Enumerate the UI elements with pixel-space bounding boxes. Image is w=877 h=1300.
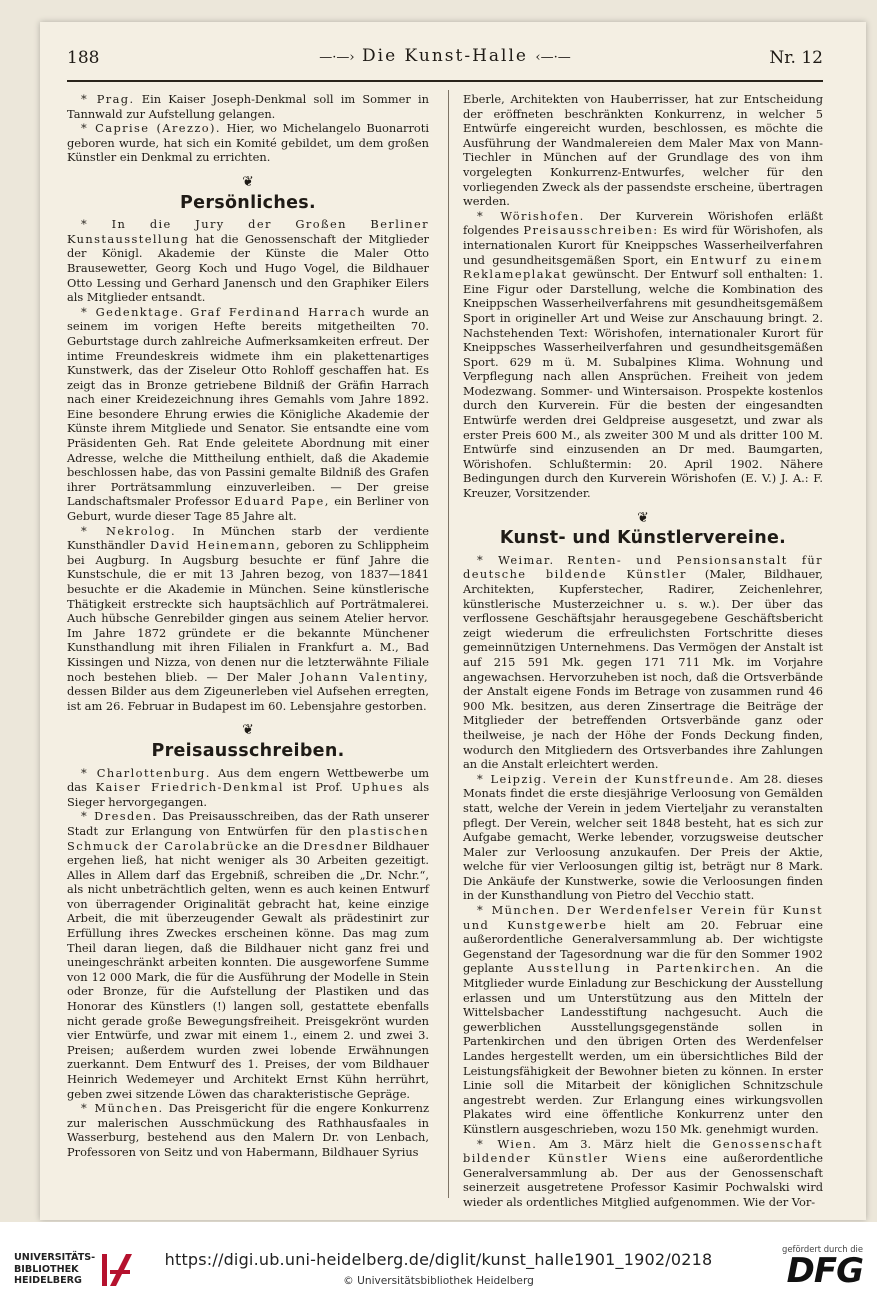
body-werdenfels-2: An die Mitglieder wurde Einladung zur Beschickung der Ausstellung erlassen und um Unterstützung aus den Mitteln der Wittelsbacher Landesstiftung nachgesucht. Auch die gewerblichen Ausstellungsgegenstände sollen in Partenkirchen und den übrigen Orten des Werdenfelser Landes hergestellt werden, um ein übersichtliches Bild der Leistungsfähigkeit der Bewohner bieten zu können. In erster Linie soll die Mitarbeit der königlichen Schnitzschule angestrebt werden. Zur Erlangung eines wirkungsvollen Plakates wird eine öffentliche Konkurrenz unter den Künstlern ausgeschrieben, wozu 150 Mk. genehmigt wurden. xyxy=(463,961,823,1136)
left-column xyxy=(67,92,429,1160)
body-dresden-2: an die xyxy=(263,838,300,853)
body-wien-1: Am 3. März hielt die xyxy=(549,1136,701,1151)
lead-charlottenburg: * Charlottenburg. xyxy=(81,765,211,780)
funded-by-label: gefördert durch die xyxy=(782,1244,863,1254)
body-gedenktage: wurde an seinem im vorigen Hefte bereits mitgetheilten 70. Geburtstage durch zahlreiche Aufmerksamkeiten erfreut. Der intime Freundeskreis widmete ihm ein plakettenartiges Kunstwerk, das der Ziseleur Otto Rohloff geschaffen hat. Es zeigt das in Bronze getriebene Bildniß der Gräfin Harrach nach einer Kreidezeichnung ihres Gemahls vom Jahre 1892. Eine besondere Ehrung erwies die Königliche Akademie der Künste ihrem Mitgliede und Senator. Sie entsandte eine vom Präsidenten Geh. Rat Ende geleitete Abordnung mit einer Adresse, welche die Mittheilung enthielt, daß die Akademie beschlossen habe, das von Passini gemalte Bildniß des Grafen ihrer Porträtsammlung einzuverleiben. — Der greise Landschaftsmaler Professor xyxy=(67,304,429,509)
fleuron-icon: ❦ xyxy=(242,173,254,190)
issue-number: Nr. 12 xyxy=(769,48,823,68)
paragraph-muenchen-werdenfels xyxy=(463,903,823,1137)
body-dresden-3: Bildhauer ergehen ließ, hat nicht weniger als 30 Arbeiten gezeitigt. Alles in Allem darf das Ergebniß, schreiben die „Dr. Nchr.“, als nicht unbeträchtlich gelten, wenn es auch keinen Entwurf von überragender Originalität gebracht hat, keine einzige Arbeit, die mit überzeugender Gewalt als prädestinirt zur Erfüllung ihres Zweckes erscheinen könne. Das mag zum Theil daran liegen, daß die Bildhauer nicht ganz frei und uneingeschränkt arbeiten konnten. Die ausgeworfene Summe von 12 000 Mark, die für die Ausführung der Modelle in Stein oder Bronze, für die Aufstellung der Plastiken und das Honorar des Künstlers (!) langen soll, gestattete ebenfalls nicht gerade große Bewegungsfreiheit. Preisgekrönt wurden vier Entwürfe, und zwar mit einem 1., einem 2. und zwei 3. Preisen; außerdem wurden zwei lobende Erwähnungen zuerkannt. Dem Entwurf des 1. Preises, der vom Bildhauer Heinrich Wedemeyer und Architekt Ernst Kühn herrührt, geben zwei sitzende Löwen das charakteristische Gepräge. xyxy=(67,838,430,1101)
fleuron-icon: ❦ xyxy=(637,509,649,526)
name-genossenschaft: Genossenschaft bildender Künstler Wiens xyxy=(463,1136,823,1166)
body-nekrolog-1: In München starb der verdiente Kunsthändler xyxy=(67,523,430,553)
paragraph-charlottenburg xyxy=(67,766,429,810)
name-valentiny: Johann Valentiny, xyxy=(300,669,429,684)
permalink-url[interactable]: https://digi.ub.uni-heidelberg.de/diglit/kunst_halle1901_1902/0218 xyxy=(164,1250,713,1269)
footer-bar xyxy=(0,1222,877,1300)
name-dresdner: Dresdner xyxy=(303,838,369,853)
body-continued: Eberle, Architekten von Hauberrisser, hat zur Entscheidung der eröffneten beschränkten Konkurrenz, in welcher 5 Entwürfe eingereicht wurden, beschlossen, es möchte die Ausführung der Wandmalereien dem Maler Max von Mann-Tiechler in München auf der Grundlage des von ihm vorgelegten Konkurrenz-Entwurfes, welcher für den vorliegenden Zweck als der passendste erscheine, übertragen werden. xyxy=(463,92,823,209)
name-denkmal: Kaiser Friedrich-Denkmal xyxy=(95,780,284,795)
lead-leipzig: * Leipzig. xyxy=(477,771,548,786)
body-gedenktage-2: ein Berliner von Geburt, wurde dieser Tage 85 Jahre alt. xyxy=(67,494,429,524)
lead-muenchen-2: * München. xyxy=(477,903,561,918)
running-title: Die Kunst-Halle xyxy=(362,46,528,66)
body-jury: hat die Genossenschaft der Mitglieder der Königl. Akademie der Künste die Maler Otto Brausewetter, Georg Koch und Hugo Vogel, die Bildhauer Otto Lessing und Gerhard Janensch und den Graphiker Eilers als Mitglieder entsandt. xyxy=(67,231,430,305)
body-woerishofen-1: Der Kurverein Wörishofen erläßt folgendes xyxy=(463,208,823,238)
section-heading-persoenliches: Persönliches. xyxy=(180,192,316,213)
ornament-left-icon: —·—› xyxy=(319,50,355,65)
dfg-logo[interactable] xyxy=(753,1244,863,1291)
dfg-wordmark: DFG xyxy=(786,1251,863,1291)
body-dresden-1: Das Preisausschreiben, das der Rath unserer Stadt zur Erlangung von Entwürfen für den xyxy=(67,809,429,838)
paragraph-continued xyxy=(463,92,823,209)
library-name-line: BIBLIOTHEK xyxy=(14,1263,79,1275)
name-partenkirchen: Ausstellung in Partenkirchen. xyxy=(527,961,762,976)
ornament-right-icon: ‹—·— xyxy=(535,50,571,65)
name-werdenfelser: Der Werdenfelser Verein für Kunst und Kunstgewerbe xyxy=(463,903,823,932)
page-number: 188 xyxy=(67,48,100,68)
name-rentenanstalt: Renten- und Pensionsanstalt für deutsche bildende Künstler xyxy=(463,552,824,582)
name-reklameplakat: Entwurf zu einem Reklameplakat xyxy=(463,252,824,282)
running-title-wrap xyxy=(67,46,823,66)
name-heinemann: David Heinemann, xyxy=(149,538,281,553)
name-harrach: Graf Ferdinand Harrach xyxy=(190,304,367,319)
paragraph-weimar xyxy=(463,553,823,772)
paragraph-wien xyxy=(463,1137,823,1210)
name-kunstfreunde: Verein der Kunstfreunde. xyxy=(552,771,735,786)
lead-wien: * Wien. xyxy=(477,1136,538,1151)
paragraph-dresden xyxy=(67,809,429,1101)
lead-prag: * Prag. xyxy=(81,92,135,106)
lead-weimar: * Weimar. xyxy=(477,552,555,567)
lead-gedenktage: * Gedenktage. xyxy=(81,304,185,319)
name-uphues: Uphues xyxy=(351,780,405,795)
name-carolabruecke: plastischen Schmuck der Carolabrücke xyxy=(67,823,429,853)
paragraph-prag xyxy=(67,92,429,121)
body-woerishofen-2: Es wird für Wörishofen, als internationalen Kurort für Kneippsches Wasserheilverfahren und gesundheitsgemäßen Sport, ein xyxy=(463,223,823,267)
paragraph-jury xyxy=(67,217,429,305)
body-leipzig: Am 28. dieses Monats findet die erste diesjährige Verloosung von Gemälden statt, welche der Verein in jedem Vierteljahr zu veranstalten pflegt. Der Verein, welcher seit 1848 besteht, hat es sich zur Aufgabe gemacht, Werke lebender, vorzugsweise deutscher Maler zur Verloosung anzukaufen. Der Preis der Aktie, welche für vier Verloosungen giltig ist, beträgt nur 8 Mark. Die Ankäufe der Kunstwerke, sowie die Verloosungen finden in der Kunsthandlung von Pietro del Vecchio statt. xyxy=(463,771,823,903)
lead-dresden: * Dresden. xyxy=(81,809,158,824)
lead-woerishofen: * Wörishofen. xyxy=(477,208,585,223)
body-muenchen: Das Preisgericht für die engere Konkurrenz zur malerischen Ausschmückung des Rathhausfaales in Wasserburg, bestehend aus den Malern Dr. von Lenbach, Professoren von Seitz und von Habermann, Bildhauer Syrius xyxy=(67,1101,430,1159)
body-nekrolog-2: geboren zu Schlippheim bei Augburg. In Augsburg besuchte er fünf Jahre die Kunstschule, die er mit 13 Jahren bezog, von 1837—1841 besuchte er die Akademie in München. Seine künstlerische Thätigkeit erstreckte sich hauptsächlich auf Porträtmalerei. Auch hübsche Genrebilder gingen aus seinem Atelier hervor. Im Jahre 1872 gründete er die bekannte Münchener Kunsthandlung mit ihren Filialen in Frankfurt a. M., Bad Kissingen und Nizza, von denen nur die letzterwähnte Filiale noch bestehen blieb. — Der Maler xyxy=(67,538,430,684)
name-pape: Eduard Pape, xyxy=(234,494,330,509)
body-nekrolog-3: dessen Bilder aus dem Zigeunerleben viel Aufsehen erregten, ist am 26. Februar in Budapest im 60. Lebensjahre gestorben. xyxy=(67,684,429,713)
name-preisausschreiben: Preisausschreiben: xyxy=(523,223,659,238)
column-divider xyxy=(448,90,449,1198)
paragraph-nekrolog xyxy=(67,524,429,714)
paragraph-muenchen xyxy=(67,1101,429,1159)
page-header xyxy=(67,44,823,74)
lead-nekrolog: * Nekrolog. xyxy=(81,523,176,538)
lead-jury: * In die Jury der Großen Berliner Kunstausstellung xyxy=(67,217,429,246)
right-column xyxy=(463,92,823,1210)
copyright-notice: © Universitätsbibliothek Heidelberg xyxy=(343,1275,534,1287)
body-charlottenburg-3: als Sieger hervorgegangen. xyxy=(67,780,430,809)
header-rule xyxy=(67,80,823,82)
paragraph-woerishofen xyxy=(463,209,823,501)
body-weimar: (Maler, Bildhauer, Architekten, Kupferstecher, Radirer, Zeichenlehrer, künstlerische Musterzeichner u. s. w.). Der über das verflossene Geschäftsjahr herausgegebene Geschäftsbericht zeigt wiederum die erfreulichsten Fortschritte dieses gemeinnützigen Unternehmens. Das Vermögen der Anstalt ist auf 215 591 Mk. gegen 171 711 Mk. im Vorjahre angewachsen. Hervorzuheben ist noch, daß die Ortsverbände der Anstalt eigene Fonds im Betrage von zusammen rund 46 900 Mk. besitzen, aus deren Zinsertrage die Beiträge der Mitglieder der betreffenden Ortsverbände ganz oder theilweise, je nach der Höhe der Fonds Deckung finden, wodurch den Mitgliedern des Ortsverbandes ihre Zahlungen an die Anstalt erleichtert werden. xyxy=(463,567,823,772)
body-caprise: Hier, wo Michelangelo Buonarroti geboren wurde, hat sich ein Komité gebildet, um dem großen Künstler ein Denkmal zu errichten. xyxy=(67,121,429,165)
body-wien-2: eine außerordentliche Generalversammlung ab. Der aus der Genossenschaft seinerzeit ausgetretene Professor Kasimir Pochwalski wird wieder als ordentliches Mitglied aufgenommen. Wie der Vor- xyxy=(463,1151,824,1209)
lead-caprise: * Caprise (Arezzo). xyxy=(81,121,221,136)
library-name-line: HEIDELBERG xyxy=(14,1275,82,1286)
section-heading-preisausschreiben: Preisausschreiben. xyxy=(151,740,345,761)
body-werdenfels-1: hielt am 20. Februar eine außerordentliche Generalversammlung ab. Der wichtigste Gegenstand der Tagesordnung war die für den Sommer 1902 geplante xyxy=(463,917,823,976)
paragraph-caprise xyxy=(67,121,429,165)
body-woerishofen-3: gewünscht. Der Entwurf soll enthalten: 1. Eine Figur oder Darstellung, welche die Kombination des Kneippschen Wasserheilverfahrens mit gesundheitsgemäßem Sport in origineller Art und Weise zur Anschauung bringt. 2. Nachstehenden Text: Wörishofen, internationaler Kurort für Kneippsches Wasserheilverfahren und gesundheitsgemäßen Sport. 629 m ü. M. Subalpines Klima. Wohnung und Verpflegung nach allen Ansprüchen. Freiheit von jedem Modezwang. Sommer- und Wintersaison. Prospekte kostenlos durch den Kurverein. Für die besten der eingesandten Entwürfe werden drei Geldpreise ausgesetzt, und zwar als erster Preis 600 M., als zweiter 300 M und als dritter 100 M. Entwürfe sind einzusenden an Dr med. Baumgarten, Wörishofen. Schlußtermin: 20. April 1902. Nähere Bedingungen durch den Kurverein Wörishofen (E. V.) J. A.: F. Kreuzer, Vorsitzender. xyxy=(463,267,823,501)
paragraph-gedenktage xyxy=(67,305,429,524)
fleuron-icon: ❦ xyxy=(242,722,254,739)
body-prag: Ein Kaiser Joseph-Denkmal soll im Sommer in Tannwald zur Aufstellung gelangen. xyxy=(67,92,429,121)
paragraph-leipzig xyxy=(463,772,823,903)
body-charlottenburg-2: ist Prof. xyxy=(292,780,343,795)
section-heading-kunstvereine: Kunst- und Künstlervereine. xyxy=(499,528,787,549)
body-charlottenburg-1: Aus dem engern Wettbewerbe um das xyxy=(67,765,429,795)
library-name-line: UNIVERSITÄTS- xyxy=(14,1252,96,1263)
lead-muenchen: * München. xyxy=(81,1101,164,1116)
